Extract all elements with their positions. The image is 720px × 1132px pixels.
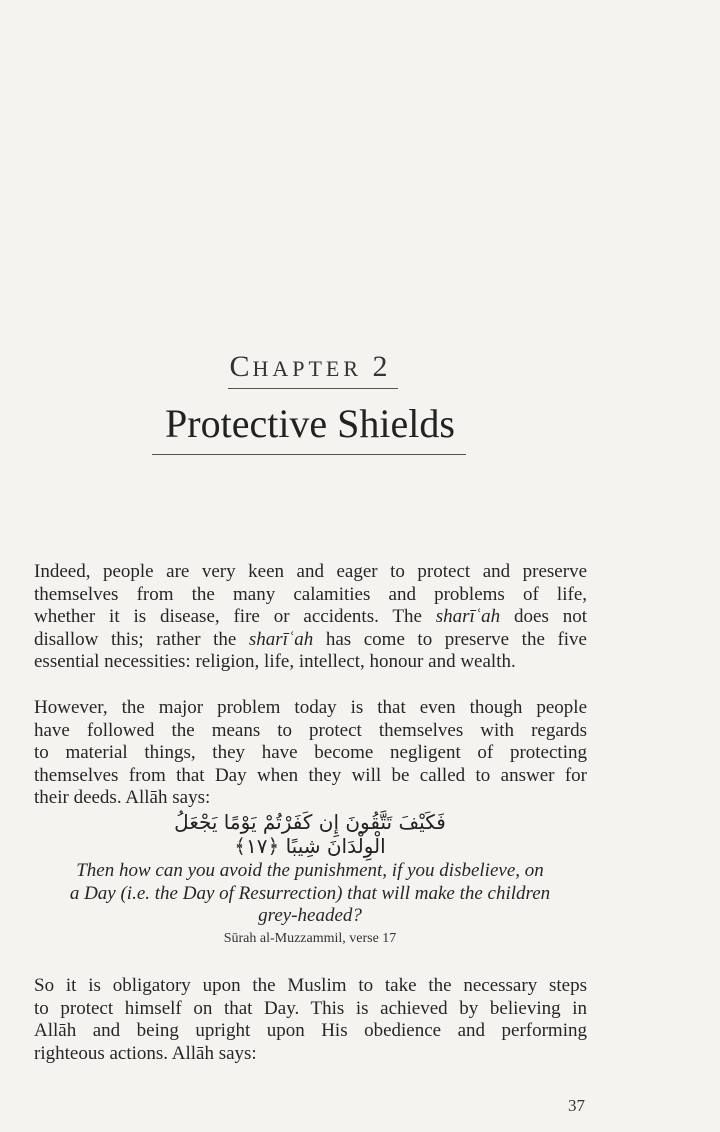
chapter-number: 2 [372,350,391,383]
paragraph-line: to material things, they have become negligent of protecting [34,742,587,763]
verse-translation [30,860,590,928]
paragraph-line: Allāh and being upright upon His obedience and performing [34,1020,587,1041]
paragraph-1 [34,561,587,674]
translation-line: Then how can you avoid the punishment, if you disbelieve, on [76,860,544,881]
paragraph-line: Indeed, people are very keen and eager to protect and preserve [34,561,587,582]
chapter-title-rule [152,454,466,455]
chapter-label-rest: HAPTER [252,356,363,381]
paragraph-line: So it is obligatory upon the Muslim to take the necessary steps [34,975,587,996]
paragraph-line: However, the major problem today is that even though people [34,697,587,718]
paragraph-line: righteous actions. Allāh says: [34,1042,257,1064]
italic-term: sharīʿah [248,628,314,650]
paragraph-line: themselves from that Day when they will be called to answer for [34,764,587,786]
translation-line: a Day (i.e. the Day of Resurrection) that will make the children [69,882,551,904]
text-run: does not [500,606,587,627]
page-number: 37 [568,1096,585,1115]
paragraph-line: have followed the means to protect themselves with regards [34,719,587,741]
paragraph-3 [34,975,587,1065]
verse-citation: Sūrah al-Muzzammil, verse 17 [223,931,397,946]
chapter-label-rule [228,388,398,389]
chapter-label-initial: C [229,350,253,383]
text-run: disallow this; rather the [34,628,249,650]
paragraph-line: essential necessities: religion, life, intellect, honour and wealth. [34,651,516,672]
paragraph-line [34,606,587,629]
text-run: has come to preserve the five [313,628,587,650]
italic-term: sharīʿah [435,606,501,627]
chapter-title: Protective Shields [165,401,455,446]
translation-line: grey-headed? [258,905,362,926]
paragraph-line: themselves from the many calamities and problems of life, [34,583,587,605]
text-run: whether it is disease, fire or accidents. The [34,606,436,627]
quran-verse-arabic: فَكَيْفَ تَتَّقُونَ إِن كَفَرْتُمْ يَوْمًا يَجْعَلُ الْوِلْدَانَ شِيبًا ﴿١٧﴾ [174,810,446,858]
paragraph-line [34,629,587,652]
paragraph-2 [34,697,587,810]
chapter-label [0,350,620,384]
paragraph-line: their deeds. Allāh says: [34,787,211,808]
paragraph-line: to protect himself on that Day. This is achieved by believing in [34,997,587,1019]
